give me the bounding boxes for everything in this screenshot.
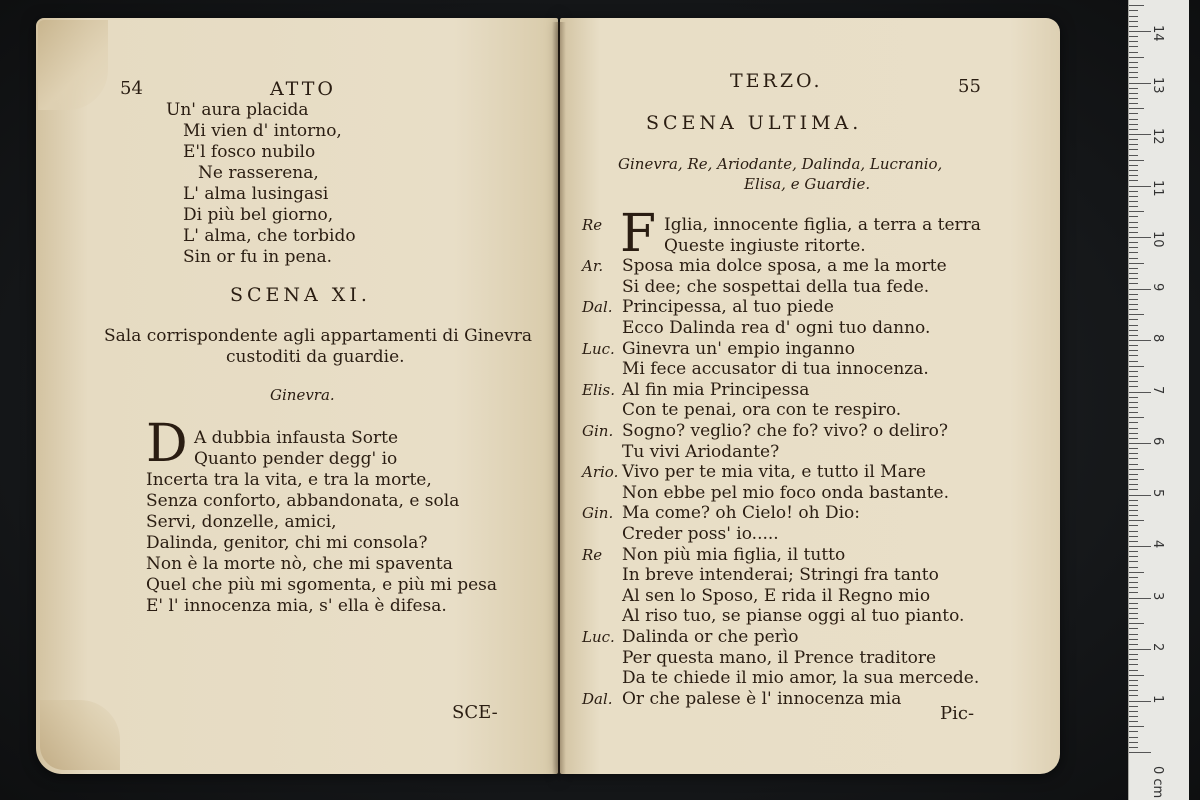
ruler-tick xyxy=(1129,407,1138,408)
dialogue-line: Non più mia figlia, il tutto xyxy=(622,544,846,565)
ruler-tick xyxy=(1129,505,1138,506)
ruler-tick xyxy=(1129,98,1138,99)
scene-title: SCENA ULTIMA. xyxy=(646,112,863,134)
ruler-tick xyxy=(1129,83,1151,84)
ruler-tick xyxy=(1129,88,1138,89)
ruler-tick xyxy=(1129,742,1138,743)
ruler-tick xyxy=(1129,325,1138,326)
ruler-tick xyxy=(1129,443,1151,444)
dialogue-line: Al sen lo Sposo, E rida il Regno mio xyxy=(622,585,931,606)
dialogue-line: Ecco Dalinda rea d' ogni tuo danno. xyxy=(622,318,931,338)
ruler-tick xyxy=(1129,685,1138,686)
verse-line: A dubbia infausta Sorte xyxy=(194,428,399,448)
dialogue-line: Principessa, al tuo piede xyxy=(622,297,834,318)
ruler-tick xyxy=(1129,175,1138,176)
speaker-label: Gin. xyxy=(582,422,614,440)
ruler-tick xyxy=(1129,247,1138,248)
ruler-tick xyxy=(1129,582,1138,583)
ruler-tick xyxy=(1129,731,1138,732)
ruler-tick xyxy=(1129,711,1138,712)
ruler-tick xyxy=(1129,134,1151,135)
speaker-label: Re xyxy=(582,545,603,564)
dialogue-line: Queste ingiuste ritorte. xyxy=(664,235,866,256)
ruler-tick xyxy=(1129,57,1144,58)
ruler-tick xyxy=(1129,670,1138,671)
ruler-tick xyxy=(1129,129,1138,130)
ruler-tick xyxy=(1129,103,1138,104)
ruler-tick xyxy=(1129,381,1138,382)
dialogue-line: Si dee; che sospettai della tua fede. xyxy=(622,276,930,297)
dialogue-line: Tu vivi Ariodante? xyxy=(622,441,780,462)
speaker-label: Luc. xyxy=(582,628,615,646)
dialogue-line: Iglia, innocente figlia, a terra a terra xyxy=(664,215,981,235)
dialogue-line: Dalinda or che perìo xyxy=(622,627,799,647)
verse-line: Quanto pender degg' io xyxy=(194,449,398,469)
ruler-tick xyxy=(1129,186,1151,187)
ruler-tick xyxy=(1129,469,1144,470)
ruler-tick xyxy=(1129,587,1138,588)
ruler-tick xyxy=(1129,536,1138,537)
ruler-tick xyxy=(1129,62,1138,63)
ruler-tick xyxy=(1129,263,1144,264)
ruler-tick xyxy=(1129,577,1138,578)
ruler-tick xyxy=(1129,495,1151,496)
dialogue-line: Or che palese è l' innocenza mia xyxy=(622,688,902,709)
ruler-tick xyxy=(1129,196,1138,197)
drop-cap: D xyxy=(146,414,188,474)
ruler-tick xyxy=(1129,623,1144,624)
ruler-tick xyxy=(1129,448,1138,449)
dialogue-line: Al riso tuo, se pianse oggi al tuo pianto. xyxy=(622,606,965,627)
ruler-tick xyxy=(1129,433,1138,434)
speaker-label: Dal. xyxy=(582,298,613,317)
ruler-tick xyxy=(1129,397,1138,398)
ruler-number: 2 xyxy=(1150,643,1165,652)
ruler-tick xyxy=(1129,428,1138,429)
ruler-tick xyxy=(1129,541,1138,542)
ruler-tick xyxy=(1129,67,1138,68)
ruler-tick xyxy=(1129,613,1138,614)
ruler-tick xyxy=(1129,479,1138,480)
ruler-unit: 0 cm xyxy=(1150,766,1165,799)
ruler-number: 8 xyxy=(1150,334,1165,343)
ruler-tick xyxy=(1129,46,1138,47)
ruler-tick xyxy=(1129,515,1138,516)
speaker-label: Gin. xyxy=(582,504,614,523)
ruler-tick xyxy=(1129,572,1144,573)
ruler-tick xyxy=(1129,701,1151,702)
aria-line: Mi vien d' intorno, xyxy=(183,121,342,141)
ruler-tick xyxy=(1129,242,1138,243)
aria-line: Un' aura placida xyxy=(166,100,309,120)
ruler-tick xyxy=(1129,26,1138,27)
ruler-tick xyxy=(1129,36,1138,37)
ruler-tick xyxy=(1129,93,1138,94)
ruler-tick xyxy=(1129,273,1138,274)
ruler-tick xyxy=(1129,72,1138,73)
right-running-head: TERZO. xyxy=(730,70,823,92)
scene-setting: Sala corrispondente agli appartamenti di Ginevra xyxy=(104,326,533,346)
ruler-tick xyxy=(1129,314,1144,315)
dialogue-line: Vivo per te mia vita, e tutto il Mare xyxy=(622,462,926,483)
dialogue-line: Sposa mia dolce sposa, a me la morte xyxy=(622,256,947,277)
right-page-number: 55 xyxy=(958,76,981,97)
ruler-number: 4 xyxy=(1150,540,1165,549)
dialogue-line: Creder poss' io..... xyxy=(622,524,779,544)
ruler-number: 11 xyxy=(1150,179,1165,197)
dialogue-line: Mi fece accusator di tua innocenza. xyxy=(622,359,929,380)
ruler-tick xyxy=(1129,628,1138,629)
speaker-label: Elis. xyxy=(582,380,616,399)
aria-line: L' alma, che torbido xyxy=(183,226,356,246)
ruler-tick xyxy=(1129,520,1144,521)
ruler-tick xyxy=(1129,299,1138,300)
ruler-number: 14 xyxy=(1150,25,1165,42)
ruler-tick xyxy=(1129,222,1138,223)
dialogue-line: Con te penai, ora con te respiro. xyxy=(622,400,902,421)
ruler-tick xyxy=(1129,608,1138,609)
ruler-tick xyxy=(1129,376,1138,377)
ruler-tick xyxy=(1129,350,1138,351)
characters-list: Elisa, e Guardie. xyxy=(744,175,871,193)
verse-line: Dalinda, genitor, chi mi consola? xyxy=(146,533,428,553)
dialogue-line: Al fin mia Principessa xyxy=(622,379,810,400)
ruler-tick xyxy=(1129,675,1144,676)
ruler-tick xyxy=(1129,386,1138,387)
speaker-label: Ario. xyxy=(582,463,619,482)
catchword: SCE- xyxy=(452,702,498,723)
scene-title: SCENA XI. xyxy=(230,284,371,306)
ruler-tick xyxy=(1129,716,1138,717)
ruler-tick xyxy=(1129,412,1138,413)
ruler-tick xyxy=(1129,319,1138,320)
ruler-number: 10 xyxy=(1150,231,1165,248)
ruler-tick xyxy=(1129,16,1138,17)
ruler-tick xyxy=(1129,726,1144,727)
ruler-tick xyxy=(1129,721,1138,722)
ruler-tick xyxy=(1129,531,1138,532)
dialogue-line: Ginevra un' empio inganno xyxy=(622,338,855,359)
dialogue-line: In breve intenderai; Stringi fra tanto xyxy=(622,565,939,586)
speaker-label: Ar. xyxy=(582,257,604,276)
ruler-tick xyxy=(1129,113,1138,114)
ruler-tick xyxy=(1129,160,1144,161)
left-page-number: 54 xyxy=(120,78,143,99)
ruler-tick xyxy=(1129,690,1138,691)
ruler-tick xyxy=(1129,695,1138,696)
ruler-tick xyxy=(1129,268,1138,269)
ruler-tick xyxy=(1129,453,1138,454)
ruler-tick xyxy=(1129,309,1138,310)
ruler-tick xyxy=(1129,546,1151,547)
ruler-tick xyxy=(1129,237,1151,238)
ruler-tick xyxy=(1129,464,1138,465)
ruler-tick xyxy=(1129,119,1138,120)
ruler-tick xyxy=(1129,371,1138,372)
aria-line: E'l fosco nubilo xyxy=(183,142,316,162)
ruler-tick xyxy=(1129,211,1144,212)
ruler-tick xyxy=(1129,567,1138,568)
ruler-number: 6 xyxy=(1150,437,1165,446)
ruler-tick xyxy=(1129,41,1138,42)
ruler-number: 1 xyxy=(1150,694,1165,703)
ruler-tick xyxy=(1129,144,1138,145)
ruler-tick xyxy=(1129,422,1138,423)
ruler-tick xyxy=(1129,361,1138,362)
ruler-number: 5 xyxy=(1150,488,1165,497)
ruler-tick xyxy=(1129,649,1151,650)
ruler-tick xyxy=(1129,340,1151,341)
ruler-tick xyxy=(1129,747,1138,748)
ruler-tick xyxy=(1129,108,1144,109)
ruler-tick xyxy=(1129,474,1138,475)
ruler-tick xyxy=(1129,458,1138,459)
ruler-number: 7 xyxy=(1150,385,1165,394)
ruler-tick xyxy=(1129,155,1138,156)
ruler-tick xyxy=(1129,77,1138,78)
ruler-tick xyxy=(1129,283,1138,284)
ruler-tick xyxy=(1129,706,1138,707)
ruler-tick xyxy=(1129,510,1138,511)
ruler-tick xyxy=(1129,191,1138,192)
ruler-tick xyxy=(1129,639,1138,640)
verse-line: Quel che più mi sgomenta, e più mi pesa xyxy=(146,575,497,595)
ruler-tick xyxy=(1129,294,1138,295)
ruler-tick xyxy=(1129,500,1138,501)
ruler-tick xyxy=(1129,618,1138,619)
ruler-tick xyxy=(1129,149,1138,150)
ruler-tick xyxy=(1129,227,1138,228)
ruler-tick xyxy=(1129,355,1138,356)
torn-page-corner xyxy=(38,20,108,110)
torn-page-corner-bottom xyxy=(40,700,120,770)
left-running-head: ATTO xyxy=(270,78,336,100)
ruler-tick xyxy=(1129,556,1138,557)
ruler-tick xyxy=(1129,216,1138,217)
verse-line: Non è la morte nò, che mi spaventa xyxy=(146,554,453,574)
ruler-number: 9 xyxy=(1150,282,1165,291)
ruler-tick xyxy=(1129,551,1138,552)
ruler-tick xyxy=(1129,170,1138,171)
ruler-number: 3 xyxy=(1150,591,1165,600)
aria-line: Ne rasserena, xyxy=(198,163,319,183)
character-name: Ginevra. xyxy=(270,386,335,404)
ruler-tick xyxy=(1129,330,1138,331)
ruler-tick xyxy=(1129,21,1138,22)
catchword: Pic- xyxy=(940,703,975,724)
ruler-tick xyxy=(1129,345,1138,346)
ruler-tick xyxy=(1129,561,1138,562)
ruler-tick xyxy=(1129,5,1144,6)
verse-line: Senza conforto, abbandonata, e sola xyxy=(146,491,460,511)
ruler-tick xyxy=(1129,31,1151,32)
ruler-tick xyxy=(1129,664,1138,665)
dialogue-line: Da te chiede il mio amor, la sua mercede. xyxy=(622,668,980,689)
aria-line: L' alma lusingasi xyxy=(183,184,329,204)
ruler-tick xyxy=(1129,10,1138,11)
dialogue-line: Ma come? oh Cielo! oh Dio: xyxy=(622,503,861,524)
ruler-tick xyxy=(1129,232,1138,233)
ruler-tick xyxy=(1129,206,1138,207)
ruler-number: 13 xyxy=(1150,76,1165,94)
ruler-tick xyxy=(1129,392,1151,393)
speaker-label: Re xyxy=(582,216,603,234)
ruler-tick xyxy=(1129,603,1138,604)
ruler-tick xyxy=(1129,752,1151,753)
ruler-tick xyxy=(1129,438,1138,439)
verse-line: Incerta tra la vita, e tra la morte, xyxy=(146,470,432,490)
ruler-number: 12 xyxy=(1150,128,1165,145)
drop-cap: F xyxy=(620,204,657,264)
verse-line: Servi, donzelle, amici, xyxy=(146,512,337,532)
ruler-tick xyxy=(1129,737,1138,738)
ruler-tick xyxy=(1129,335,1138,336)
speaker-label: Dal. xyxy=(582,689,613,708)
ruler-tick xyxy=(1129,634,1138,635)
ruler-tick xyxy=(1129,124,1138,125)
ruler-tick xyxy=(1129,258,1138,259)
ruler-tick xyxy=(1129,659,1138,660)
ruler-tick xyxy=(1129,644,1138,645)
aria-line: Sin or fu in pena. xyxy=(183,247,333,267)
ruler-tick xyxy=(1129,402,1138,403)
ruler-tick xyxy=(1129,654,1138,655)
ruler-tick xyxy=(1129,304,1138,305)
ruler-tick xyxy=(1129,52,1138,53)
ruler-tick xyxy=(1129,180,1138,181)
ruler-tick xyxy=(1129,139,1138,140)
measuring-ruler xyxy=(1128,0,1189,800)
aria-line: Di più bel giorno, xyxy=(183,205,334,225)
scene-setting: custoditi da guardie. xyxy=(226,347,405,367)
verse-line: E' l' innocenza mia, s' ella è difesa. xyxy=(146,596,447,616)
characters-list: Ginevra, Re, Ariodante, Dalinda, Lucranio, xyxy=(618,155,943,173)
ruler-tick xyxy=(1129,278,1138,279)
ruler-tick xyxy=(1129,592,1138,593)
ruler-tick xyxy=(1129,289,1151,290)
speaker-label: Luc. xyxy=(582,339,615,358)
ruler-tick xyxy=(1129,489,1138,490)
dialogue-line: Non ebbe pel mio foco onda bastante. xyxy=(622,482,949,503)
book-gutter xyxy=(552,22,566,774)
ruler-tick xyxy=(1129,525,1138,526)
ruler-tick xyxy=(1129,366,1144,367)
ruler-tick xyxy=(1129,201,1138,202)
ruler-tick xyxy=(1129,680,1138,681)
dialogue-line: Sogno? veglio? che fo? vivo? o deliro? xyxy=(622,421,948,441)
dialogue-line: Per questa mano, il Prence traditore xyxy=(622,647,937,668)
ruler-tick xyxy=(1129,598,1151,599)
ruler-tick xyxy=(1129,484,1138,485)
ruler-tick xyxy=(1129,417,1144,418)
ruler-tick xyxy=(1129,165,1138,166)
ruler-tick xyxy=(1129,252,1138,253)
